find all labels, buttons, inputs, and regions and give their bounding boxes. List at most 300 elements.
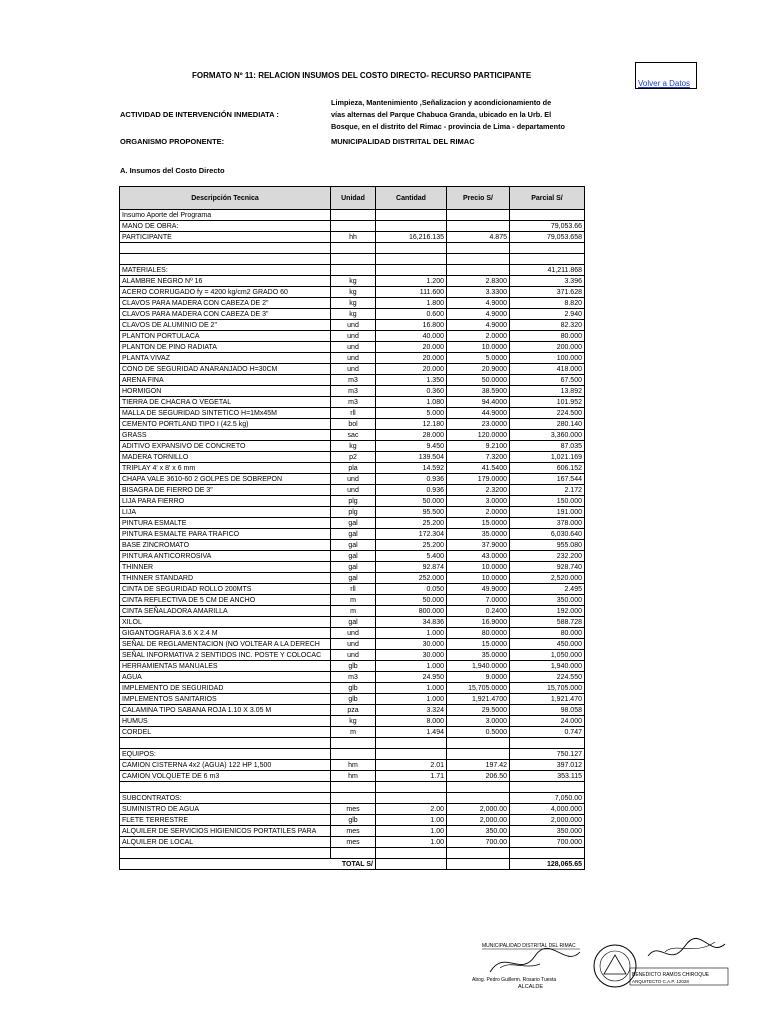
row-partial: 224.550 <box>510 672 585 683</box>
section-heading: A. Insumos del Costo Directo <box>120 166 225 175</box>
table-row <box>120 848 585 859</box>
row-description: BISAGRA DE FIERRO DE 3" <box>120 485 331 496</box>
row-unit: m3 <box>331 397 376 408</box>
row-unit: und <box>331 485 376 496</box>
table-row <box>120 793 585 804</box>
row-quantity: 25.200 <box>376 518 447 529</box>
row-partial: 101.952 <box>510 397 585 408</box>
table-row <box>120 584 585 595</box>
stamp-left-role: ALCALDE <box>518 984 544 990</box>
row-price <box>447 254 510 265</box>
table-row <box>120 672 585 683</box>
row-unit: glb <box>331 661 376 672</box>
row-description: XILOL <box>120 617 331 628</box>
row-price: 9.2100 <box>447 441 510 452</box>
table-row <box>120 287 585 298</box>
row-description: HERRAMIENTAS MANUALES <box>120 661 331 672</box>
table-row <box>120 562 585 573</box>
row-partial: 588.728 <box>510 617 585 628</box>
row-price <box>447 243 510 254</box>
row-description: CORDEL <box>120 727 331 738</box>
table-row <box>120 441 585 452</box>
row-description: PINTURA ESMALTE <box>120 518 331 529</box>
row-partial: 200.000 <box>510 342 585 353</box>
row-quantity: 16.800 <box>376 320 447 331</box>
row-unit <box>331 210 376 221</box>
table-row <box>120 749 585 760</box>
row-price: 15.0000 <box>447 639 510 650</box>
row-description: CLAVOS DE ALUMINIO DE 2" <box>120 320 331 331</box>
row-partial <box>510 782 585 793</box>
row-description: BASE ZINCROMATO <box>120 540 331 551</box>
activity-line: Bosque, en el distrito del Rimac - provincia de Lima - departamento <box>331 122 565 131</box>
row-price: 43.0000 <box>447 551 510 562</box>
table-row <box>120 771 585 782</box>
back-to-data-button[interactable] <box>635 62 697 89</box>
column-header-partial: Parcial S/ <box>510 187 585 210</box>
row-unit <box>331 749 376 760</box>
table-row <box>120 419 585 430</box>
row-unit: gal <box>331 518 376 529</box>
table-row <box>120 364 585 375</box>
row-quantity: 25.200 <box>376 540 447 551</box>
row-quantity: 800.000 <box>376 606 447 617</box>
row-quantity: 12.180 <box>376 419 447 430</box>
stamp-right-name: BENEDICTO RAMOS CHIROQUE <box>632 972 710 978</box>
row-description: IMPLEMENTO DE SEGURIDAD <box>120 683 331 694</box>
row-price: 206.50 <box>447 771 510 782</box>
row-price: 179.0000 <box>447 474 510 485</box>
row-quantity: 3.324 <box>376 705 447 716</box>
row-quantity: 172.304 <box>376 529 447 540</box>
table-row <box>120 694 585 705</box>
row-price: 7.0000 <box>447 595 510 606</box>
row-partial: 2,520.000 <box>510 573 585 584</box>
row-unit <box>331 848 376 859</box>
row-price: 94.4000 <box>447 397 510 408</box>
row-partial: 1,021.169 <box>510 452 585 463</box>
stamp-left-name: Abog. Pedro Guillerm. Rosario Tuesta <box>472 977 557 983</box>
row-price <box>447 793 510 804</box>
row-unit: pla <box>331 463 376 474</box>
row-price: 4.9000 <box>447 298 510 309</box>
table-row <box>120 705 585 716</box>
row-quantity: 28.000 <box>376 430 447 441</box>
row-description: THINNER STANDARD <box>120 573 331 584</box>
row-description: ADITIVO EXPANSIVO DE CONCRETO <box>120 441 331 452</box>
row-quantity: 252.000 <box>376 573 447 584</box>
row-quantity: 16,216.135 <box>376 232 447 243</box>
column-header-price: Precio S/ <box>447 187 510 210</box>
row-price <box>447 848 510 859</box>
row-partial: 41,211.868 <box>510 265 585 276</box>
row-price: 4.9000 <box>447 320 510 331</box>
row-description: CEMENTO PORTLAND TIPO I (42.5 kg) <box>120 419 331 430</box>
row-unit: pza <box>331 705 376 716</box>
row-unit: rll <box>331 584 376 595</box>
signature-stamps-graphic <box>470 938 730 990</box>
row-price: 9.0000 <box>447 672 510 683</box>
inputs-table <box>119 186 585 870</box>
row-partial: 2.172 <box>510 485 585 496</box>
row-quantity: 92.874 <box>376 562 447 573</box>
row-price: 50.0000 <box>447 375 510 386</box>
row-partial: 378.000 <box>510 518 585 529</box>
row-unit: m3 <box>331 386 376 397</box>
table-row <box>120 727 585 738</box>
row-unit: kg <box>331 276 376 287</box>
table-row <box>120 353 585 364</box>
row-description: CINTA DE SEGURIDAD ROLLO 200MTS <box>120 584 331 595</box>
row-description: THINNER <box>120 562 331 573</box>
row-quantity: 0.360 <box>376 386 447 397</box>
row-quantity: 34.836 <box>376 617 447 628</box>
table-row <box>120 595 585 606</box>
row-unit: gal <box>331 562 376 573</box>
row-quantity: 20.000 <box>376 353 447 364</box>
row-unit: und <box>331 353 376 364</box>
row-quantity: 5.000 <box>376 408 447 419</box>
row-unit: sac <box>331 430 376 441</box>
row-quantity: 14.592 <box>376 463 447 474</box>
row-price <box>447 265 510 276</box>
row-unit: kg <box>331 298 376 309</box>
row-partial: 15,705.000 <box>510 683 585 694</box>
row-partial: 700.000 <box>510 837 585 848</box>
row-quantity <box>376 221 447 232</box>
row-description: MANO DE OBRA: <box>120 221 331 232</box>
table-row <box>120 716 585 727</box>
row-description: TRIPLAY 4' x 8' x 6 mm <box>120 463 331 474</box>
row-quantity: 24.950 <box>376 672 447 683</box>
row-description: FLETE TERRESTRE <box>120 815 331 826</box>
row-price: 3.0000 <box>447 496 510 507</box>
row-description: PINTURA ANTICORROSIVA <box>120 551 331 562</box>
row-price <box>447 738 510 749</box>
total-row <box>120 859 585 870</box>
row-unit <box>331 738 376 749</box>
row-quantity: 2.01 <box>376 760 447 771</box>
table-row <box>120 573 585 584</box>
organization-value: MUNICIPALIDAD DISTRITAL DEL RIMAC <box>331 137 475 146</box>
row-price: 10.0000 <box>447 562 510 573</box>
row-description: PINTURA ESMALTE PARA TRAFICO <box>120 529 331 540</box>
row-description <box>120 848 331 859</box>
row-quantity: 1.200 <box>376 276 447 287</box>
table-row <box>120 540 585 551</box>
row-price: 2,000.00 <box>447 804 510 815</box>
row-unit: bol <box>331 419 376 430</box>
table-row <box>120 815 585 826</box>
row-description: GRASS <box>120 430 331 441</box>
row-description: HORMIGON <box>120 386 331 397</box>
row-description: ALQUILER DE SERVICIOS HIGIENICOS PORTATILES PARA <box>120 826 331 837</box>
row-price: 120.0000 <box>447 430 510 441</box>
table-row <box>120 342 585 353</box>
row-price: 10.0000 <box>447 342 510 353</box>
row-unit <box>331 243 376 254</box>
row-unit: glb <box>331 683 376 694</box>
row-unit <box>331 254 376 265</box>
row-unit: plg <box>331 507 376 518</box>
table-row <box>120 276 585 287</box>
row-partial: 280.140 <box>510 419 585 430</box>
row-unit: kg <box>331 287 376 298</box>
row-price: 29.5000 <box>447 705 510 716</box>
row-quantity <box>376 265 447 276</box>
row-partial: 4,000.000 <box>510 804 585 815</box>
row-price <box>447 210 510 221</box>
row-price: 15,705.0000 <box>447 683 510 694</box>
table-row <box>120 837 585 848</box>
row-quantity: 20.000 <box>376 364 447 375</box>
row-partial: 2.495 <box>510 584 585 595</box>
row-price <box>447 221 510 232</box>
row-partial: 1,921.470 <box>510 694 585 705</box>
row-partial: 67.500 <box>510 375 585 386</box>
row-description: CAMION VOLQUETE DE 6 m3 <box>120 771 331 782</box>
row-description: CINTA REFLECTIVA DE 5 CM DE ANCHO <box>120 595 331 606</box>
table-row <box>120 210 585 221</box>
table-row <box>120 386 585 397</box>
row-quantity: 9.450 <box>376 441 447 452</box>
row-unit: mes <box>331 826 376 837</box>
row-description: SUMINISTRO DE AGUA <box>120 804 331 815</box>
row-partial <box>510 254 585 265</box>
row-price: 2,000.00 <box>447 815 510 826</box>
row-price: 700.00 <box>447 837 510 848</box>
row-partial: 8.820 <box>510 298 585 309</box>
row-description: SEÑAL INFORMATIVA 2 SENTIDOS INC. POSTE Y COLOCAC <box>120 650 331 661</box>
row-price: 44.9000 <box>447 408 510 419</box>
row-unit: und <box>331 342 376 353</box>
table-row <box>120 485 585 496</box>
row-price: 1,921.4700 <box>447 694 510 705</box>
row-quantity: 1.350 <box>376 375 447 386</box>
row-quantity: 8.000 <box>376 716 447 727</box>
row-unit: glb <box>331 694 376 705</box>
row-partial: 350.000 <box>510 826 585 837</box>
row-quantity: 1.800 <box>376 298 447 309</box>
row-partial: 928.740 <box>510 562 585 573</box>
row-partial: 2.940 <box>510 309 585 320</box>
document-title: FORMATO Nº 11: RELACION INSUMOS DEL COSTO DIRECTO- RECURSO PARTICIPANTE <box>192 71 532 80</box>
row-price: 35.0000 <box>447 529 510 540</box>
table-row <box>120 661 585 672</box>
row-quantity <box>376 782 447 793</box>
table-row <box>120 430 585 441</box>
row-description: Insumo Aporte del Programa <box>120 210 331 221</box>
row-unit <box>331 221 376 232</box>
row-unit: gal <box>331 529 376 540</box>
row-quantity: 40.000 <box>376 331 447 342</box>
row-quantity: 0.936 <box>376 485 447 496</box>
stamp-left-top: MUNICIPALIDAD DISTRITAL DEL RIMAC <box>482 943 576 949</box>
row-quantity <box>376 254 447 265</box>
row-price: 16.9000 <box>447 617 510 628</box>
row-unit: und <box>331 331 376 342</box>
row-description: AGUA <box>120 672 331 683</box>
row-unit: m <box>331 606 376 617</box>
row-price: 41.5400 <box>447 463 510 474</box>
row-quantity: 2.00 <box>376 804 447 815</box>
row-partial: 192.000 <box>510 606 585 617</box>
row-partial: 1,940.000 <box>510 661 585 672</box>
table-row <box>120 529 585 540</box>
row-partial <box>510 243 585 254</box>
row-price: 2.0000 <box>447 507 510 518</box>
row-price: 2.3200 <box>447 485 510 496</box>
row-description: CALAMINA TIPO SABANA ROJA 1.10 X 3.05 M <box>120 705 331 716</box>
row-quantity: 1.000 <box>376 683 447 694</box>
row-quantity: 95.500 <box>376 507 447 518</box>
row-partial: 80.000 <box>510 628 585 639</box>
row-partial: 87.035 <box>510 441 585 452</box>
row-partial: 371.628 <box>510 287 585 298</box>
row-unit: und <box>331 320 376 331</box>
row-quantity: 30.000 <box>376 639 447 650</box>
row-quantity: 0.050 <box>376 584 447 595</box>
row-quantity <box>376 793 447 804</box>
row-quantity: 1.00 <box>376 837 447 848</box>
row-price: 0.5000 <box>447 727 510 738</box>
row-quantity <box>376 749 447 760</box>
row-price: 2.8300 <box>447 276 510 287</box>
row-price: 3.0000 <box>447 716 510 727</box>
row-description: GIGANTOGRAFIA 3.6 X 2.4 M <box>120 628 331 639</box>
column-header-quantity: Cantidad <box>376 187 447 210</box>
column-header-description: Descripción Tecnica <box>120 187 331 210</box>
row-unit: und <box>331 474 376 485</box>
row-partial: 606.152 <box>510 463 585 474</box>
row-quantity: 5.400 <box>376 551 447 562</box>
row-unit <box>331 265 376 276</box>
activity-line: vías alternas del Parque Chabuca Granda, ubicado en la Urb. El <box>331 110 552 119</box>
row-price: 23.0000 <box>447 419 510 430</box>
row-quantity: 1.000 <box>376 661 447 672</box>
row-quantity <box>376 243 447 254</box>
table-row <box>120 639 585 650</box>
row-price: 80.0000 <box>447 628 510 639</box>
back-to-data-link[interactable]: Volver a Datos <box>638 79 691 88</box>
row-partial: 191.000 <box>510 507 585 518</box>
row-partial: 353.115 <box>510 771 585 782</box>
row-unit: m3 <box>331 375 376 386</box>
row-partial: 418.000 <box>510 364 585 375</box>
row-unit: m3 <box>331 672 376 683</box>
row-unit: und <box>331 364 376 375</box>
table-row <box>120 474 585 485</box>
table-row <box>120 232 585 243</box>
row-partial <box>510 738 585 749</box>
row-description: PLANTON PORTULACA <box>120 331 331 342</box>
row-partial: 232.200 <box>510 551 585 562</box>
table-row <box>120 397 585 408</box>
table-row <box>120 221 585 232</box>
row-description: LIJA <box>120 507 331 518</box>
row-description: PLANTON DE PINO RADIATA <box>120 342 331 353</box>
table-row <box>120 518 585 529</box>
row-description <box>120 254 331 265</box>
table-row <box>120 628 585 639</box>
table-row <box>120 650 585 661</box>
total-label: TOTAL S/ <box>120 859 376 870</box>
row-description: ALQUILER DE LOCAL <box>120 837 331 848</box>
row-partial <box>510 848 585 859</box>
row-quantity: 20.000 <box>376 342 447 353</box>
row-unit: und <box>331 650 376 661</box>
total-value: 128,065.65 <box>510 859 585 870</box>
row-description: LIJA PARA FIERRO <box>120 496 331 507</box>
row-price: 5.0000 <box>447 353 510 364</box>
row-description: CONO DE SEGURIDAD ANARANJADO H=30CM <box>120 364 331 375</box>
row-unit: gal <box>331 540 376 551</box>
row-description <box>120 782 331 793</box>
table-row <box>120 507 585 518</box>
row-description: IMPLEMENTOS SANITARIOS <box>120 694 331 705</box>
table-row <box>120 617 585 628</box>
row-description: SEÑAL DE REGLAMENTACION (NO VOLTEAR A LA DERECH <box>120 639 331 650</box>
row-price <box>447 749 510 760</box>
row-partial: 79,053.66 <box>510 221 585 232</box>
row-price: 197.42 <box>447 760 510 771</box>
row-description: HUMUS <box>120 716 331 727</box>
row-price: 10.0000 <box>447 573 510 584</box>
row-unit <box>331 782 376 793</box>
activity-label: ACTIVIDAD DE INTERVENCIÓN INMEDIATA : <box>120 110 279 119</box>
row-unit: gal <box>331 551 376 562</box>
row-description: MALLA DE SEGURIDAD SINTETICO H=1Mx45M <box>120 408 331 419</box>
row-description <box>120 243 331 254</box>
table-row <box>120 331 585 342</box>
row-quantity: 1.000 <box>376 628 447 639</box>
row-quantity: 50.000 <box>376 595 447 606</box>
table-row <box>120 683 585 694</box>
row-unit: mes <box>331 804 376 815</box>
row-description: TIERRA DE CHACRA O VEGETAL <box>120 397 331 408</box>
row-unit: und <box>331 639 376 650</box>
row-partial: 955.080 <box>510 540 585 551</box>
column-header-unit: Unidad <box>331 187 376 210</box>
row-unit: plg <box>331 496 376 507</box>
row-description: CLAVOS PARA MADERA CON CABEZA DE 2" <box>120 298 331 309</box>
row-partial <box>510 210 585 221</box>
row-description: CLAVOS PARA MADERA CON CABEZA DE 3" <box>120 309 331 320</box>
row-partial: 0.747 <box>510 727 585 738</box>
row-quantity: 50.000 <box>376 496 447 507</box>
row-partial: 100.000 <box>510 353 585 364</box>
row-partial: 150.000 <box>510 496 585 507</box>
row-quantity: 1.080 <box>376 397 447 408</box>
table-row <box>120 551 585 562</box>
table-row <box>120 243 585 254</box>
row-partial: 13.892 <box>510 386 585 397</box>
row-description: MADERA TORNILLO <box>120 452 331 463</box>
row-partial: 79,053.658 <box>510 232 585 243</box>
row-quantity: 0.600 <box>376 309 447 320</box>
row-description: ALAMBRE NEGRO Nº 16 <box>120 276 331 287</box>
row-price: 4.9000 <box>447 309 510 320</box>
table-row <box>120 452 585 463</box>
row-partial: 82.320 <box>510 320 585 331</box>
row-partial: 750.127 <box>510 749 585 760</box>
row-description: PARTICIPANTE <box>120 232 331 243</box>
table-row <box>120 738 585 749</box>
row-quantity: 139.504 <box>376 452 447 463</box>
row-partial: 3.396 <box>510 276 585 287</box>
row-unit: kg <box>331 716 376 727</box>
row-quantity: 30.000 <box>376 650 447 661</box>
